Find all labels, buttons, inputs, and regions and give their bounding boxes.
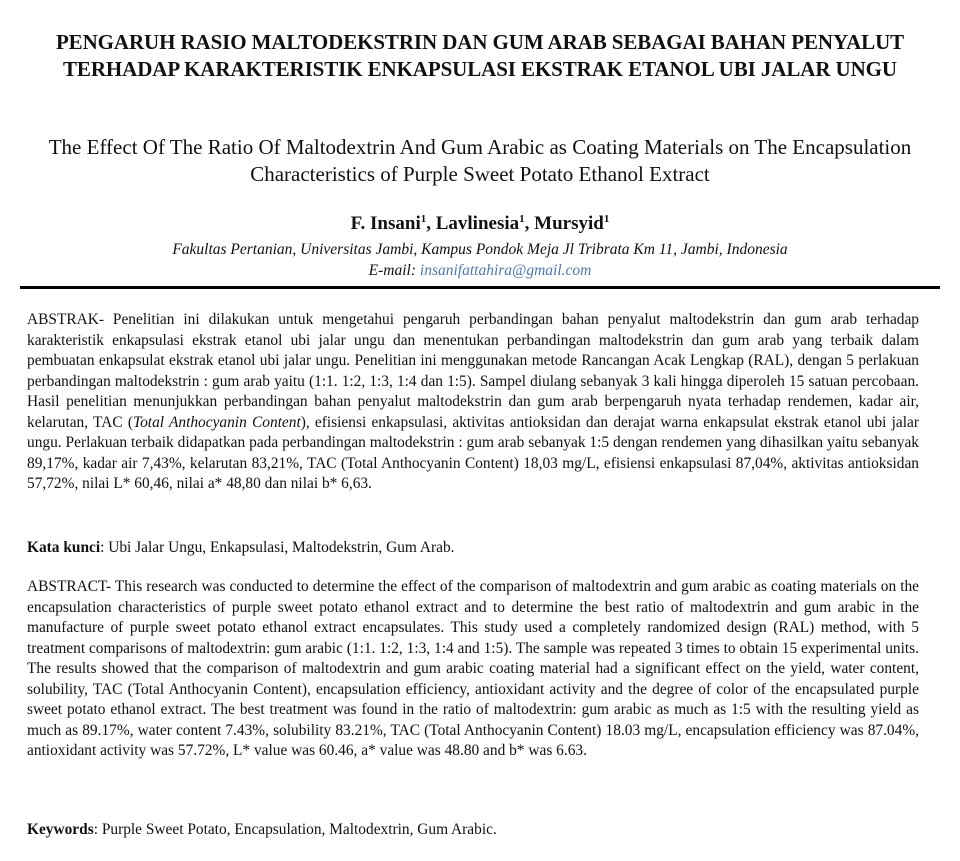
kata-kunci-label: Kata kunci (27, 539, 101, 556)
paper-title-indonesian: PENGARUH RASIO MALTODEKSTRIN DAN GUM ARAB SEBAGAI BAHAN PENYALUT TERHADAP KARAKTERISTIK ENKAPSULASI EKSTRAK ETANOL UBI JALAR UNGU (55, 30, 905, 81)
abstrak-italic-term: Total Anthocyanin Content (132, 413, 301, 431)
affiliation-mark: 1 (603, 213, 610, 225)
author-affiliation: Fakultas Pertanian, Universitas Jambi, Kampus Pondok Meja Jl Tribrata Km 11, Jambi, Indonesia (172, 241, 788, 258)
email-label: E-mail: (368, 262, 420, 279)
header-divider (20, 286, 940, 289)
keywords-line (27, 820, 919, 841)
kata-kunci-line (27, 538, 919, 559)
email-line (20, 260, 940, 281)
abstrak-text-part2: ), efisiensi enkapsulasi, aktivitas antioksidan dan derajat warna enkapsulat ekstrak etanol ubi jalar ungu. Perlakuan terbaik didapatkan pada perbandingan maltodekstrin : gum arab sebanyak 1:5 dengan rendemen yang dihasilkan yaitu sebanyak 89,17%, kadar air 7,43%, kelarutan 83,21%, TAC (Total Anthocyanin Content) 18,03 mg/L, efisiensi enkapsulasi 87,04%, aktivitas antioksidan 57,72%, nilai L* 60,46, nilai a* 48,80 dan nilai b* 6,63. (27, 413, 919, 492)
author-name: Mursyid (534, 213, 604, 234)
paper-title-english: The Effect Of The Ratio Of Maltodextrin And Gum Arabic as Coating Materials on The Encapsulation Characteristics of Purple Sweet Potato Ethanol Extract (48, 135, 912, 186)
author-list (20, 212, 940, 236)
author-separator: , (524, 213, 535, 234)
affiliation-mark: 1 (519, 213, 525, 225)
keywords-text: : Purple Sweet Potato, Encapsulation, Maltodextrin, Gum Arabic. (93, 821, 497, 838)
author-name: Lavlinesia (435, 213, 520, 234)
author-name: F. Insani (350, 213, 421, 234)
author-separator: , (426, 213, 436, 234)
email-link[interactable]: insanifattahira@gmail.com (419, 262, 592, 279)
affiliation-mark: 1 (420, 213, 427, 225)
kata-kunci-text: : Ubi Jalar Ungu, Enkapsulasi, Maltodekstrin, Gum Arab. (100, 539, 455, 556)
abstract-paragraph: ABSTRACT- This research was conducted to determine the effect of the comparison of maltodextrin and gum arabic as coating materials on the encapsulation characteristics of purple sweet potato ethanol extract and to determine the best ratio of maltodextrin and gum arabic in the manufacture of purple sweet potato ethanol extract encapsulates. This study used a completely randomized design (RAL) method, with 5 treatment comparisons of maltodextrin: gum arabic (1:1. 1:2, 1:3, 1:4 and 1:5). The sample was repeated 3 times to obtain 15 experimental units. The results showed that the comparison of maltodextrin and gum arabic coating material had a significant effect on the yield, water content, solubility, TAC (Total Anthocyanin Content), encapsulation efficiency, antioxidant activity and the degree of color of the encapsulated purple sweet potato ethanol extract. The best treatment was found in the ratio of maltodextrin: gum arabic as much as 1:5 with the resulting yield as much as 89.17%, water content 7.43%, solubility 83.21%, TAC (Total Anthocyanin Content) 18.03 mg/L, encapsulation efficiency was 87.04%, antioxidant activity was 57.72%, L* value was 60.46, a* value was 48.80 and b* was 6.63. (27, 578, 919, 759)
abstrak-paragraph (27, 310, 919, 495)
keywords-label: Keywords (27, 821, 94, 838)
abstrak-text-part1: ABSTRAK- Penelitian ini dilakukan untuk mengetahui pengaruh perbandingan bahan penyalut maltodekstrin dan gum arab terhadap karakteristik enkapsulasi ekstrak etanol ubi jalar ungu dan menentukan perbandingan maltodekstrin dan gum arab yang terbaik dalam pembuatan enkapsulat ekstrak etanol ubi jalar ungu. Penelitian ini menggunakan metode Rancangan Acak Lengkap (RAL), dengan 5 perlakuan perbandingan maltodekstrin : gum arab yaitu (1:1. 1:2, 1:3, 1:4 dan 1:5). Sampel diulang sebanyak 3 kali hingga diperoleh 15 satuan percobaan. Hasil penelitian menunjukkan perbandingan bahan penyalut maltodekstrin dan gum arab berpengaruh nyata terhadap rendemen, kadar air, kelarutan, TAC ( (27, 311, 919, 431)
